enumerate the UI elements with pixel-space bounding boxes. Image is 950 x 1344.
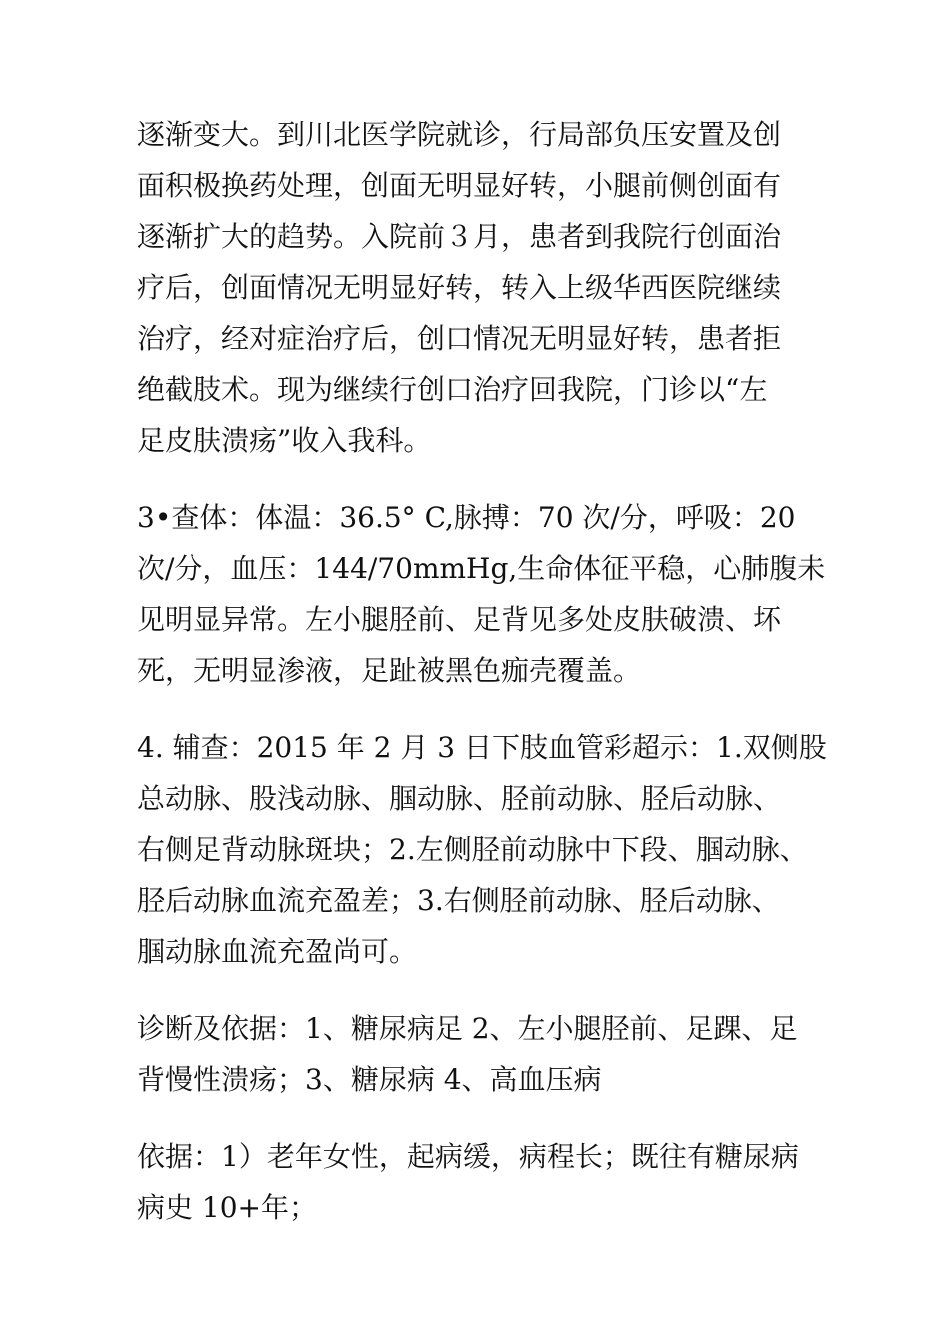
text-line: 右侧足背动脉斑块；2.左侧胫前动脉中下段、腘动脉、 <box>137 833 808 866</box>
paragraph-basis <box>137 1131 827 1233</box>
text-line: 面积极换药处理，创面无明显好转，小腿前侧创面有 <box>137 169 782 202</box>
text-line: 逐渐变大。到川北医学院就诊，行局部负压安置及创 <box>137 118 782 151</box>
paragraph-physical-exam <box>137 492 827 696</box>
text-line: 病史 10+年； <box>137 1191 317 1224</box>
text-line: 总动脉、股浅动脉、腘动脉、胫前动脉、胫后动脉、 <box>137 782 782 815</box>
text-line: 腘动脉血流充盈尚可。 <box>137 935 418 968</box>
text-line: 治疗，经对症治疗后，创口情况无明显好转，患者拒 <box>137 322 782 355</box>
text-line: 逐渐扩大的趋势。入院前３月，患者到我院行创面治 <box>137 220 782 253</box>
paragraph-diagnosis <box>137 1003 827 1105</box>
text-line: 诊断及依据：1、糖尿病足 2、左小腿胫前、足踝、足 <box>137 1012 798 1045</box>
text-line: 疗后，创面情况无明显好转，转入上级华西医院继续 <box>137 271 782 304</box>
text-line: 死，无明显渗液，足趾被黑色痂壳覆盖。 <box>137 654 642 687</box>
paragraph-history <box>137 109 827 466</box>
document-body <box>137 109 827 1259</box>
paragraph-auxiliary-exam <box>137 722 827 977</box>
text-line: 次/分，血压：144/70mmHg,生命体征平稳，心肺腹未 <box>137 552 826 585</box>
text-line: 见明显异常。左小腿胫前、足背见多处皮肤破溃、坏 <box>137 603 782 636</box>
text-line: 胫后动脉血流充盈差；3.右侧胫前动脉、胫后动脉、 <box>137 884 780 917</box>
text-line: 足皮肤溃疡”收入我科。 <box>137 424 432 457</box>
text-line: 4. 辅查：2015 年 2 月 3 日下肢血管彩超示：1.双侧股 <box>137 731 827 764</box>
text-line: 绝截肢术。现为继续行创口治疗回我院，门诊以“左 <box>137 373 768 406</box>
text-line: 背慢性溃疡；3、糖尿病 4、高血压病 <box>137 1063 602 1096</box>
text-line: 3•查体：体温：36.5° C,脉搏：70 次/分，呼吸：20 <box>137 501 796 534</box>
text-line: 依据：1）老年女性，起病缓，病程长；既往有糖尿病 <box>137 1140 799 1173</box>
